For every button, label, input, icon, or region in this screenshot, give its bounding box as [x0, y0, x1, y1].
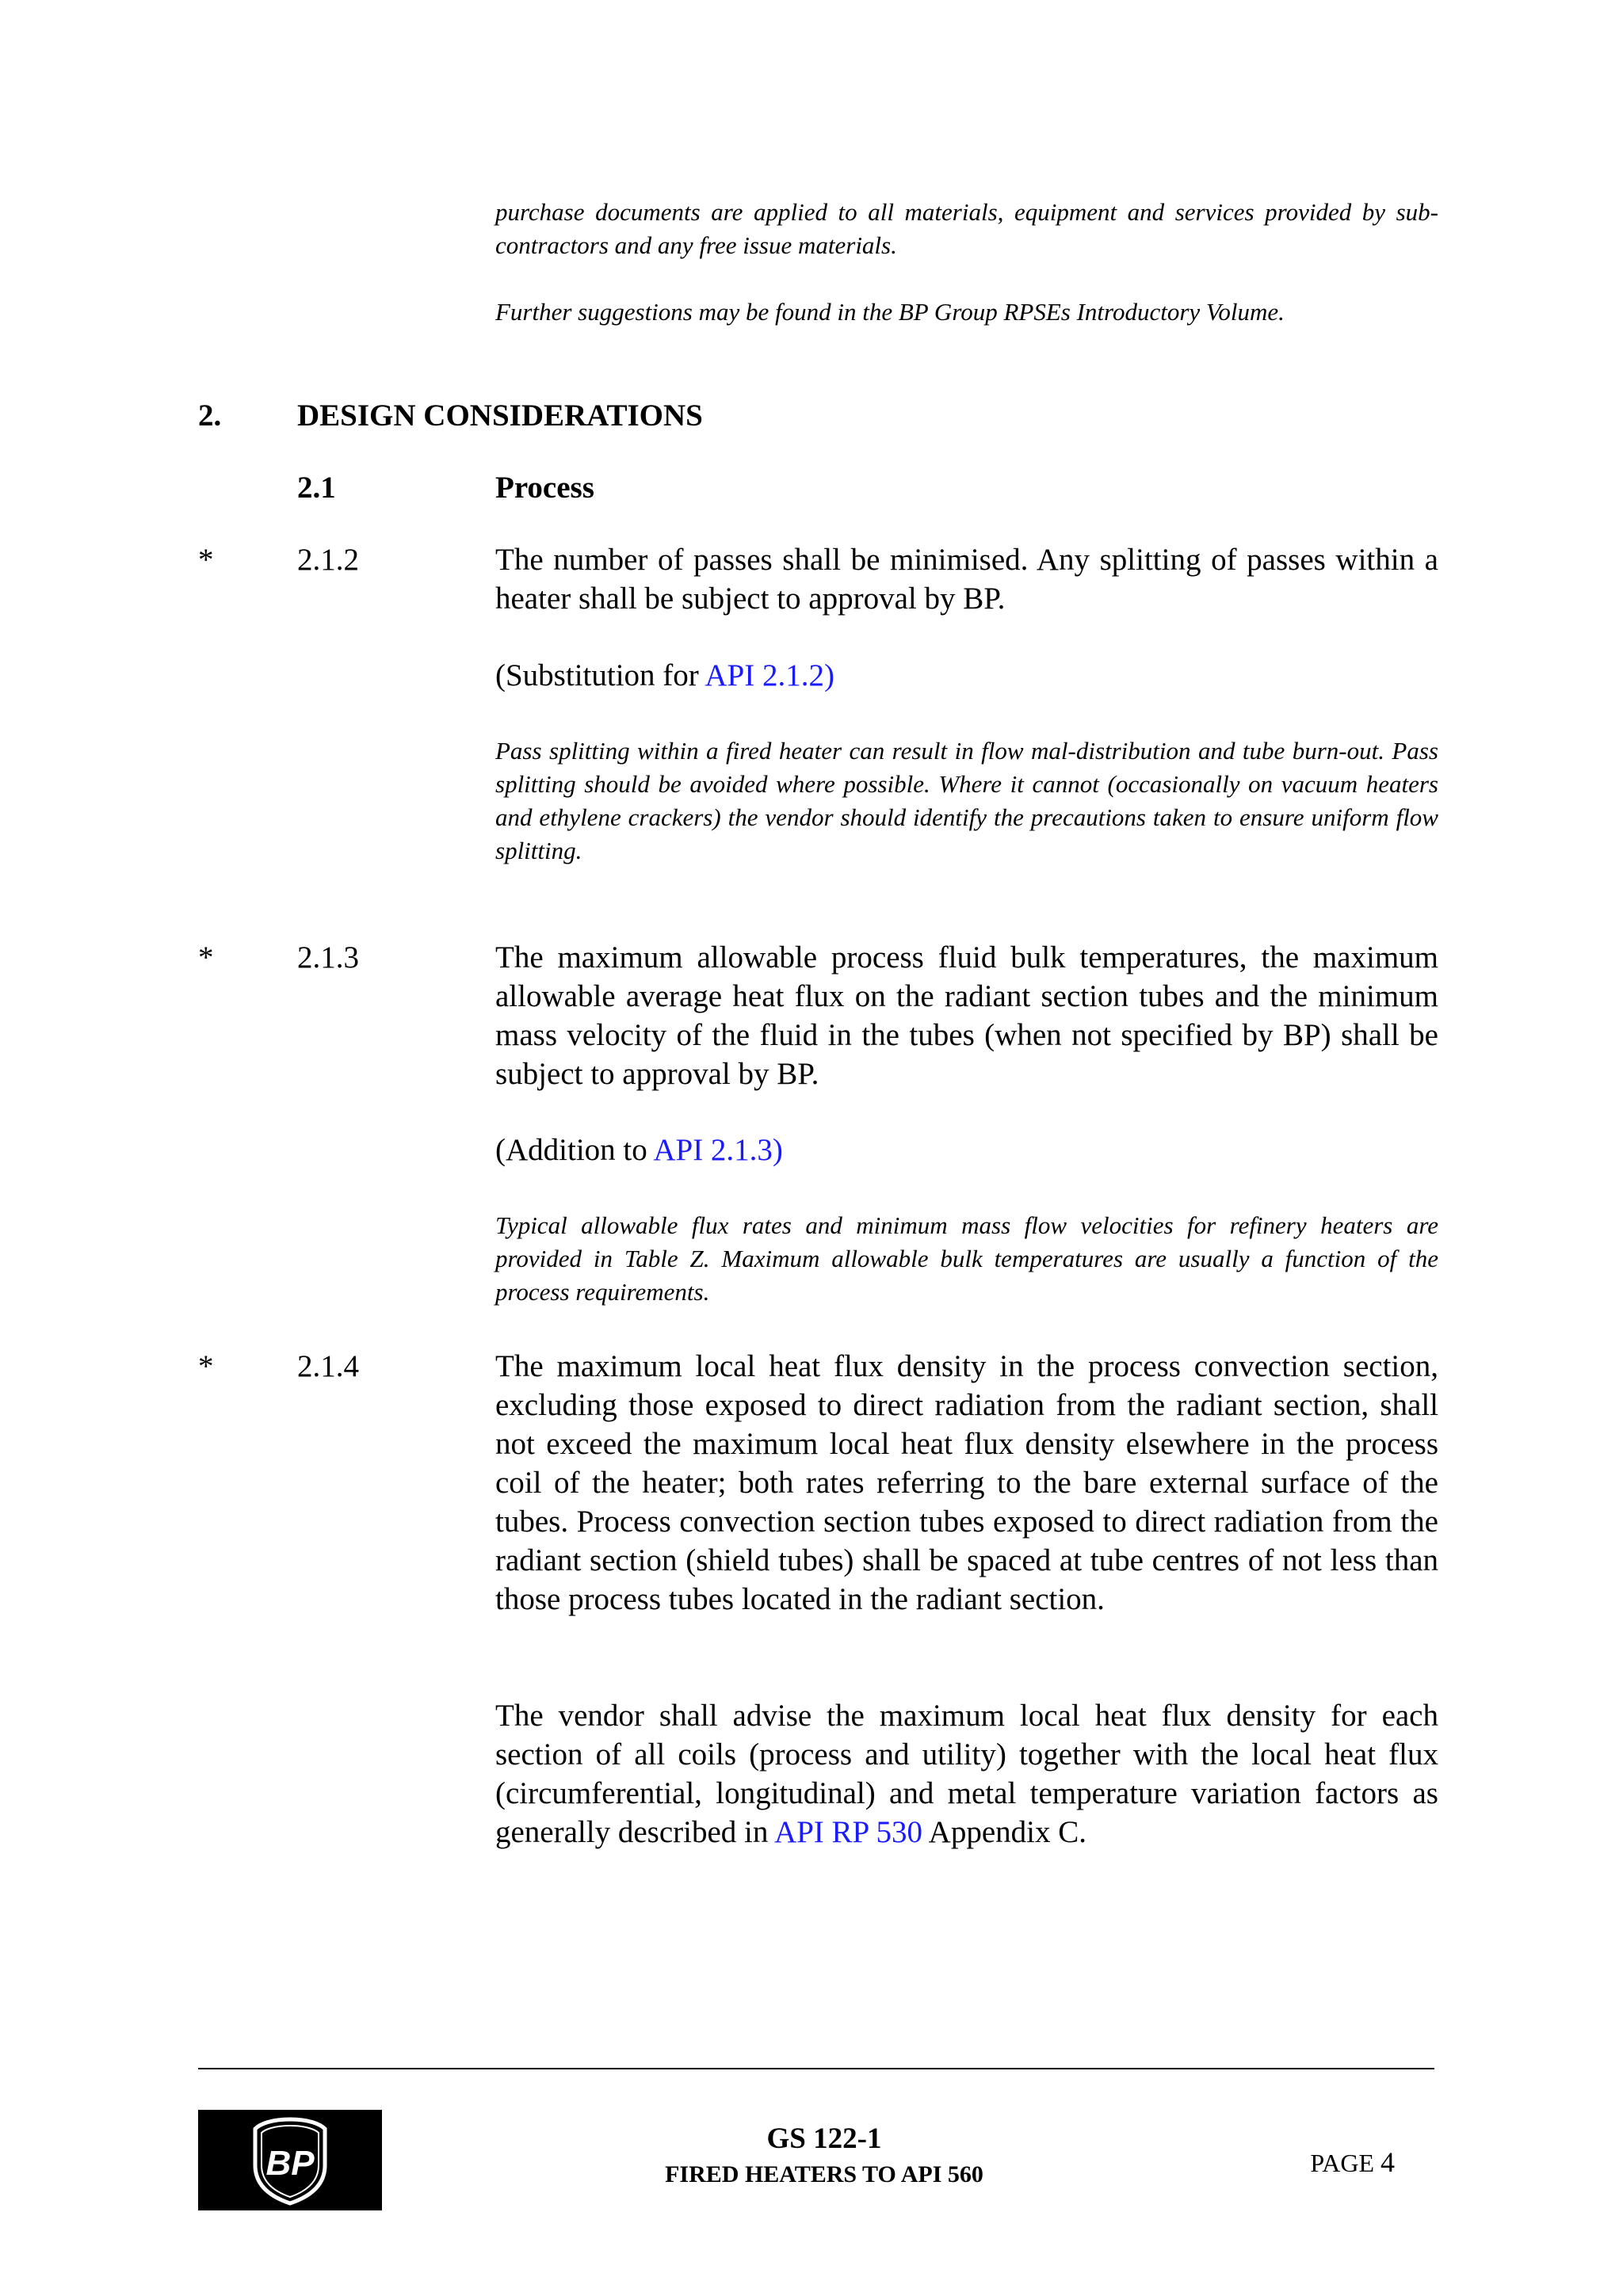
clause-paragraph-2 [495, 1696, 1438, 1852]
section-number: 2. [198, 399, 222, 433]
clause-number: 2.1.4 [297, 1349, 359, 1383]
logo-text: BP [265, 2144, 315, 2183]
reference-prefix: (Substitution for [495, 658, 705, 692]
bp-shield-icon [198, 2110, 382, 2210]
reference-prefix: (Addition to [495, 1133, 654, 1167]
clause-text: The number of passes shall be minimised. Any splitting of passes within a heater shall be subject to approval by BP. [495, 543, 1438, 616]
page-label: PAGE [1310, 2149, 1374, 2177]
intro-note-further-suggestions: Further suggestions may be found in the BP Group RPSEs Introductory Volume. [495, 298, 1285, 326]
page-number: 4 [1381, 2146, 1395, 2178]
clause-text: The maximum allowable process fluid bulk temperatures, the maximum allowable average heat flux on the radiant section tubes and the minimum mass velocity of the fluid in the tubes (when not specified by BP) shall be subject to approval by BP. [495, 940, 1438, 1091]
subsection-title: Process [495, 471, 594, 505]
api-rp-530-link[interactable]: API RP 530 [773, 1815, 923, 1849]
page-indicator [1268, 2145, 1395, 2179]
clause-note: Pass splitting within a fired heater can result in flow mal-distribution and tube burn-out. Pass splitting should be avoided where possible. Where it cannot (occasionally on vacuum heaters and ethylene crackers) the vendor should identify the precautions taken to ensure uniform flow splitting. [495, 737, 1438, 864]
bp-logo [198, 2110, 382, 2210]
clause-number: 2.1.3 [297, 940, 359, 974]
api-reference-link[interactable]: API 2.1.3) [653, 1133, 783, 1167]
clause-note: Typical allowable flux rates and minimum mass flow velocities for refinery heaters are provided in Table Z. Maximum allowable bulk temperatures are usually a function of the process requirements. [495, 1211, 1438, 1306]
doc-number: GS 122-1 [766, 2122, 882, 2155]
clause-reference [495, 1131, 1438, 1169]
clause-marker: * [198, 543, 214, 577]
paragraph-text-end: Appendix C. [922, 1815, 1086, 1849]
doc-title: FIRED HEATERS TO API 560 [665, 2161, 983, 2187]
clause-number: 2.1.2 [297, 543, 359, 577]
footer-divider [198, 2068, 1434, 2069]
paragraph-text: The vendor shall advise the maximum local heat flux density for each section of all coils (process and utility) together with the local heat flux (circumferential, longitudinal) and metal temperature variation factors as generally described in [495, 1699, 1438, 1849]
subsection-number: 2.1 [297, 471, 336, 505]
intro-note: purchase documents are applied to all materials, equipment and services provided by sub-contractors and any free issue materials. [495, 198, 1438, 259]
api-reference-link[interactable]: API 2.1.2) [705, 658, 834, 692]
clause-marker: * [198, 940, 214, 974]
clause-marker: * [198, 1349, 214, 1383]
clause-text: The maximum local heat flux density in the process convection section, excluding those exposed to direct radiation from the radiant section, shall not exceed the maximum local heat flux density elsewhere in the process coil of the heater; both rates referring to the bare external surface of the tubes. Process convection section tubes exposed to direct radiation from the radiant section (shield tubes) shall be spaced at tube centres of not less than those process tubes located in the radiant section. [495, 1349, 1438, 1616]
section-title: DESIGN CONSIDERATIONS [297, 399, 703, 433]
clause-reference [495, 656, 1438, 695]
